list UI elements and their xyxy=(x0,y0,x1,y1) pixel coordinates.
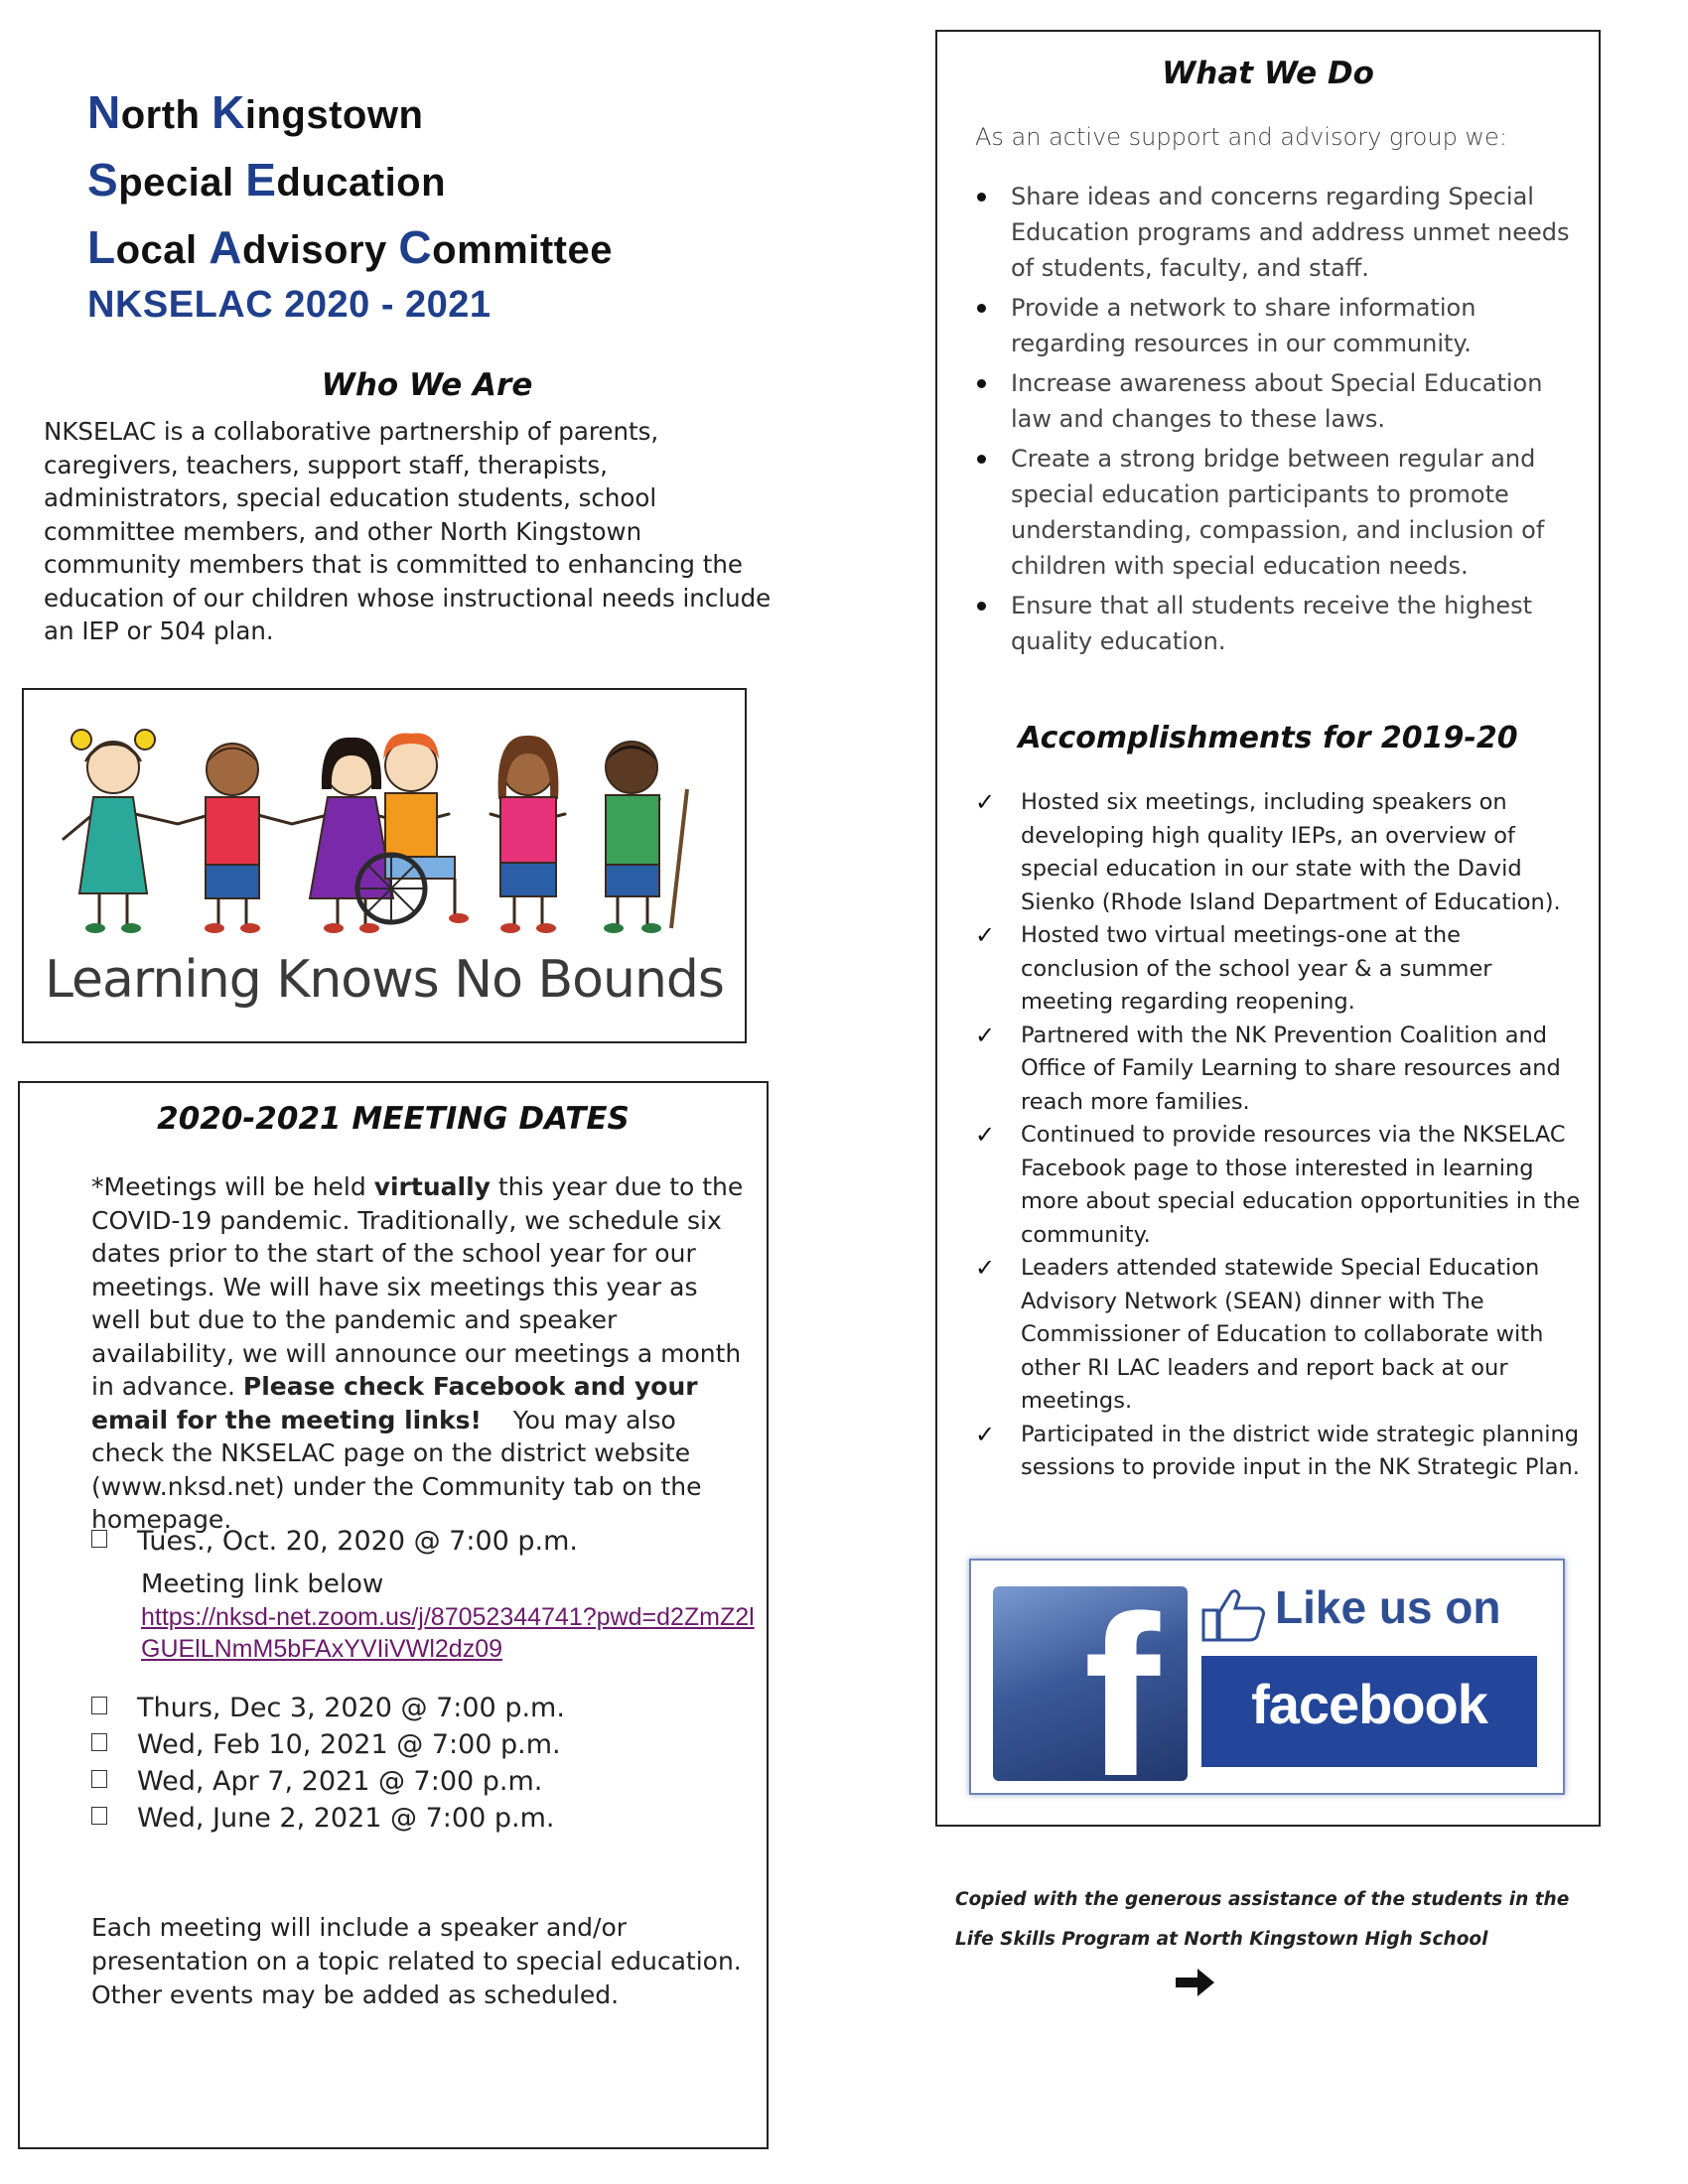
what-we-do-intro: As an active support and advisory group we: xyxy=(975,123,1507,151)
who-we-are-heading: Who We Are xyxy=(321,367,533,403)
accomplishments-heading: Accomplishments for 2019-20 xyxy=(1018,721,1518,755)
checkbox-icon xyxy=(91,1697,107,1714)
facebook-logo-icon xyxy=(993,1586,1188,1781)
list-item xyxy=(975,588,1571,659)
meeting-intro-check-links: Please check Facebook and your email for the meeting links! xyxy=(91,1372,698,1434)
checkmark-icon: ✓ xyxy=(975,921,996,949)
checkbox-icon xyxy=(91,1733,107,1751)
list-item-text: Increase awareness about Special Education law and changes to these laws. xyxy=(1011,369,1543,433)
bullet-icon xyxy=(977,602,986,611)
meeting-intro-part-1: *Meetings will be held xyxy=(91,1172,374,1201)
checkmark-icon: ✓ xyxy=(975,788,996,816)
facebook-logo-letter: f xyxy=(1083,1586,1160,1781)
meeting-date-text: Tues., Oct. 20, 2020 @ 7:00 p.m. xyxy=(137,1526,578,1557)
meeting-footer-text: Each meeting will include a speaker and/or presentation on a topic related to special education. Other events may be added as scheduled. xyxy=(91,1913,742,2009)
facebook-like-badge[interactable] xyxy=(969,1559,1565,1795)
who-we-are-text: NKSELAC is a collaborative partnership of parents, caregivers, teachers, support staff, therapists, administrators, special education students, school committee members, and other North Kingstown community members that is committed to enhancing the education of our children whose instructional needs include an IEP or 504 plan. xyxy=(44,417,772,645)
list-item-text: Create a strong bridge between regular and special education participants to promote understanding, compassion, and inclusion of children with special education needs. xyxy=(1011,445,1545,580)
what-we-do-list xyxy=(975,179,1571,663)
list-item-text: Partnered with the NK Prevention Coalition and Office of Family Learning to share resources and reach more families. xyxy=(1021,1022,1561,1115)
meeting-date-text: Thurs, Dec 3, 2020 @ 7:00 p.m. xyxy=(137,1693,565,1723)
title-line-2: Special Education xyxy=(87,154,447,205)
list-item xyxy=(975,1252,1581,1419)
list-item xyxy=(975,919,1581,1020)
what-we-do-heading: What We Do xyxy=(1162,56,1374,91)
bullet-icon xyxy=(977,193,986,202)
zoom-meeting-link[interactable]: https://nksd-net.zoom.us/j/87052344741?pwd=d2ZmZ2lGUElLNmM5bFAxYVIiVWl2dz09 xyxy=(141,1603,755,1663)
title-line-3: Local Advisory Committee xyxy=(87,221,613,273)
list-item xyxy=(975,365,1571,437)
meeting-date-item xyxy=(91,1729,561,1760)
checkmark-icon: ✓ xyxy=(975,1254,996,1282)
bullet-icon xyxy=(977,455,986,464)
meeting-dates-box xyxy=(18,1081,769,2149)
list-item-text: Hosted six meetings, including speakers on developing high quality IEPs, an overview of special education in our state with the David Sienko (Rhode Island Department of Education). xyxy=(1021,789,1561,915)
meeting-date-item xyxy=(91,1526,578,1557)
title-year: NKSELAC 2020 - 2021 xyxy=(87,284,492,326)
list-item-text: Hosted two virtual meetings-one at the conclusion of the school year & a summer meeting regarding reopening. xyxy=(1021,922,1492,1015)
bullet-icon xyxy=(977,304,986,313)
meeting-date-text: Wed, June 2, 2021 @ 7:00 p.m. xyxy=(137,1803,555,1834)
meeting-date-item xyxy=(91,1803,554,1834)
list-item-text: Ensure that all students receive the highest quality education. xyxy=(1011,592,1533,655)
list-item xyxy=(975,441,1571,584)
meeting-date-text: Wed, Feb 10, 2021 @ 7:00 p.m. xyxy=(137,1729,561,1760)
meeting-date-item xyxy=(91,1766,542,1797)
checkbox-icon xyxy=(91,1530,107,1548)
list-item xyxy=(975,786,1581,919)
checkmark-icon: ✓ xyxy=(975,1121,996,1149)
facebook-wordmark-bar xyxy=(1201,1656,1537,1767)
list-item xyxy=(975,1419,1581,1485)
list-item-text: Participated in the district wide strategic planning sessions to provide input in the NK Strategic Plan. xyxy=(1021,1421,1580,1480)
list-item xyxy=(975,1020,1581,1120)
learning-illustration xyxy=(22,688,747,1043)
list-item xyxy=(975,1119,1581,1252)
list-item xyxy=(975,290,1571,361)
checkmark-icon: ✓ xyxy=(975,1420,996,1448)
meeting-intro-part-3: You may also check the NKSELAC page on the district website (www.nksd.net) under the Community tab on the homepage. xyxy=(91,1405,710,1534)
checkmark-icon: ✓ xyxy=(975,1021,996,1049)
what-we-do-panel xyxy=(935,30,1601,1827)
title-line-1: North Kingstown xyxy=(87,86,424,138)
meeting-intro-virtually: virtually xyxy=(373,1172,491,1201)
arrow-right-icon xyxy=(1174,1966,1217,1999)
like-us-on-text: Like us on xyxy=(1275,1581,1501,1633)
facebook-wordmark: facebook xyxy=(1251,1673,1487,1735)
meeting-date-item xyxy=(91,1693,565,1723)
list-item-text: Continued to provide resources via the NKSELAC Facebook page to those interested in learning more about special education opportunities in the community. xyxy=(1021,1122,1581,1248)
accomplishments-list xyxy=(975,786,1581,1485)
meeting-intro-part-2: this year due to the COVID-19 pandemic. Traditionally, we schedule six dates prior to the start of the school year for our meetings. We will have six meetings this year as well but due to the pandemic and speaker availability, we will announce our meetings a month in advance. xyxy=(91,1172,744,1401)
list-item-text: Provide a network to share information regarding resources in our community. xyxy=(1011,294,1477,357)
thumbs-up-icon xyxy=(1201,1586,1267,1642)
list-item-text: Share ideas and concerns regarding Special Education programs and address unmet needs of students, faculty, and staff. xyxy=(1011,183,1570,282)
list-item xyxy=(975,179,1571,286)
checkbox-icon xyxy=(91,1807,107,1825)
bullet-icon xyxy=(977,379,986,388)
list-item-text: Leaders attended statewide Special Education Advisory Network (SEAN) dinner with The Commissioner of Education to collaborate with other RI LAC leaders and report back at our meetings. xyxy=(1021,1255,1544,1414)
meeting-intro xyxy=(91,1170,747,1537)
illustration-caption: Learning Knows No Bounds xyxy=(44,950,725,1010)
meeting-dates-heading: 2020-2021 MEETING DATES xyxy=(157,1101,630,1137)
meeting-link-label: Meeting link below xyxy=(141,1570,384,1599)
meeting-date-text: Wed, Apr 7, 2021 @ 7:00 p.m. xyxy=(137,1766,543,1797)
copied-credit-note: Copied with the generous assistance of the students in the Life Skills Program at North Kingstown High School xyxy=(955,1889,1570,1950)
checkbox-icon xyxy=(91,1770,107,1788)
